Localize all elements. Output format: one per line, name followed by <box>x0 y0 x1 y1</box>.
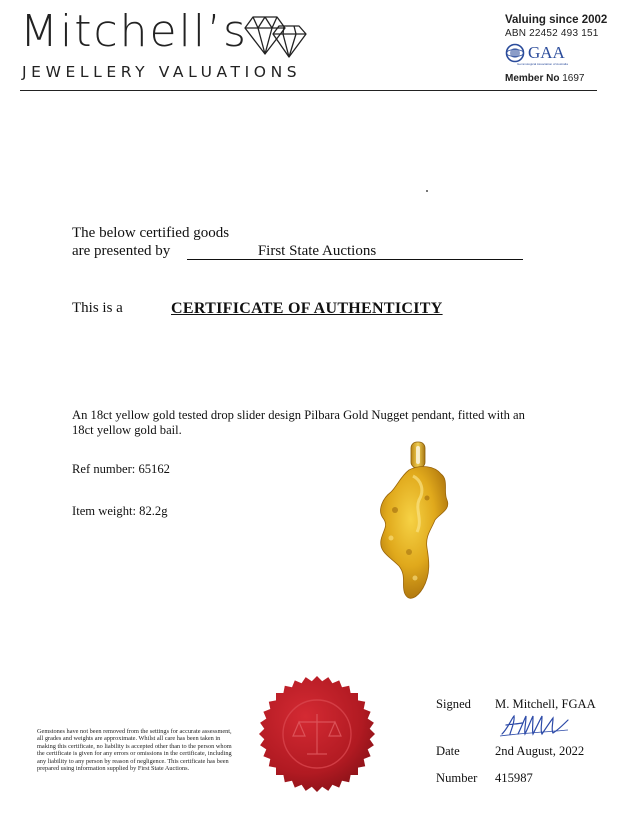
intro-line: The below certified goods <box>72 225 230 241</box>
gaa-label: GAA <box>528 43 565 62</box>
signed-name: M. Mitchell, FGAA <box>495 697 596 711</box>
signed-label: Signed <box>436 697 471 711</box>
certificate-number: 415987 <box>495 771 533 785</box>
valuing-since: Valuing since 2002 <box>505 14 608 26</box>
stray-mark <box>426 190 428 192</box>
gaa-subtitle: Gemmological Association of Australia <box>517 62 568 66</box>
item-description: An 18ct yellow gold tested drop slider design Pilbara Gold Nugget pendant, fitted with an 18ct yellow gold bail. <box>72 408 525 437</box>
diamond-icon <box>243 14 309 60</box>
disclaimer-text: Gemstones have not been removed from the settings for accurate assessment, all grades and weights are approximate. Whilst all care has been taken in making this certificate, no liability is accepted other than to the person whom the certificate is given for any errors or omissions in the certificate, including any liability to any person by reason of negligence. This certificate has been prepared using information supplied by First State Auctions. <box>37 728 232 773</box>
presented-by-label: are presented by <box>72 243 171 259</box>
handwritten-signature <box>498 712 570 738</box>
member-number <box>505 73 607 84</box>
date-value: 2nd August, 2022 <box>495 744 585 758</box>
abn-number: ABN 22452 493 151 <box>505 28 599 39</box>
member-value: 1697 <box>562 73 585 84</box>
brand-name: Mitchell’s <box>20 6 248 57</box>
ref-number: Ref number: 65162 <box>72 462 170 476</box>
member-label: Member No <box>505 73 560 84</box>
item-weight: Item weight: 82.2g <box>72 504 168 518</box>
header-divider <box>20 90 597 91</box>
certificate-prefix: This is a <box>72 300 123 316</box>
date-label: Date <box>436 744 460 758</box>
gold-nugget-pendant-image <box>365 440 465 605</box>
presenter-name: First State Auctions <box>257 243 377 259</box>
number-label: Number <box>436 771 478 785</box>
presenter-underline <box>187 259 523 260</box>
gaa-logo <box>505 42 607 64</box>
certificate-title: CERTIFICATE OF AUTHENTICITY <box>171 300 443 317</box>
gaa-globe-icon <box>505 43 525 63</box>
red-wax-seal-icon <box>257 674 377 794</box>
brand-subtitle: JEWELLERY VALUATIONS <box>22 63 302 81</box>
header-credentials <box>505 14 607 84</box>
